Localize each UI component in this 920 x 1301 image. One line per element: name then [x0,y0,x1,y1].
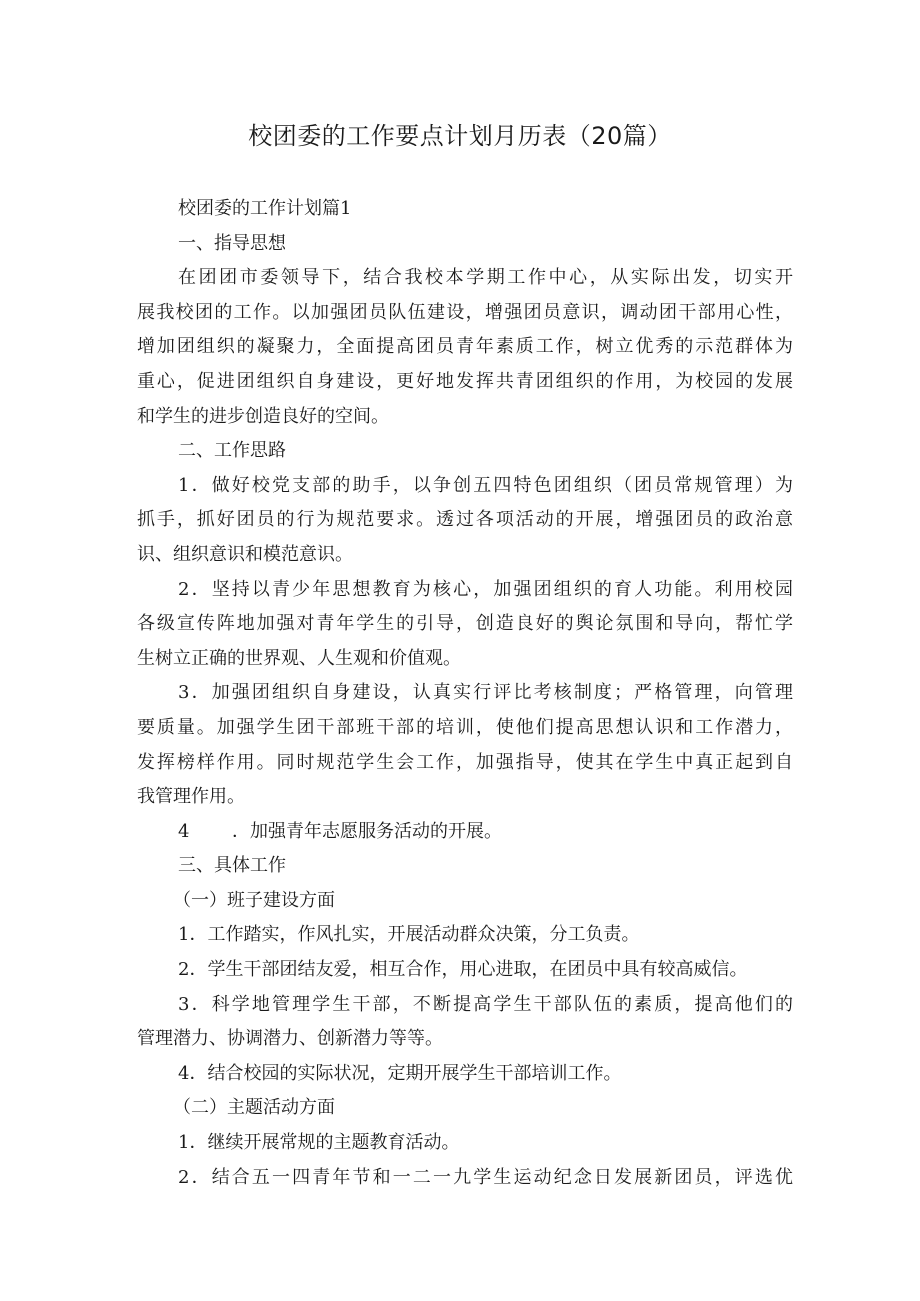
list-item: 2．学生干部团结友爱，相互合作，用心进取，在团员中具有较高威信。 [178,959,748,981]
document-body [137,192,793,1195]
list-item: 1．工作踏实，作风扎实，开展活动群众决策，分工负责。 [178,924,640,946]
subsection-heading: （一）班子建设方面 [173,889,335,911]
paragraph-line: 展我校团的工作。以加强团员队伍建设，增强团员意识，调动团干部用心性， [137,301,793,323]
paragraph-line: 3．科学地管理学生干部，不断提高学生干部队伍的素质，提高他们的 [178,993,793,1015]
paragraph-line: 在团团市委领导下，结合我校本学期工作中心，从实际出发，切实开 [178,267,793,289]
list-item: 4．结合校园的实际状况，定期开展学生干部培训工作。 [178,1062,622,1084]
list-item [137,815,793,850]
paragraph-line: 1．做好校党支部的助手，以争创五四特色团组织（团员常规管理）为 [178,474,793,496]
list-item: 1．继续开展常规的主题教育活动。 [178,1132,460,1154]
page-title: 校团委的工作要点计划月历表（20篇） [248,122,672,150]
paragraph-line: 重心，促进团组织自身建设，更好地发挥共青团组织的作用，为校园的发展 [137,370,793,392]
paragraph-line: 我管理作用。 [137,786,245,808]
paragraph-line: 和学生的进步创造良好的空间。 [137,405,389,427]
list-number: 4 [178,820,190,842]
paragraph-line: 增加团组织的凝聚力，全面提高团员青年素质工作，树立优秀的示范群体为 [137,336,793,358]
paragraph-line: 要质量。加强学生团干部班干部的培训，使他们提高思想认识和工作潜力， [137,716,793,738]
section-heading: 校团委的工作计划篇1 [178,198,352,219]
section-heading: 一、指导思想 [178,232,286,254]
subsection-heading: （二）主题活动方面 [173,1097,335,1119]
section-heading: 二、工作思路 [178,440,286,462]
paragraph-line: 2．结合五一四青年节和一二一九学生运动纪念日发展新团员，评选优 [178,1166,793,1188]
paragraph-line: 抓手，抓好团员的行为规范要求。透过各项活动的开展，增强团员的政治意 [137,509,793,531]
paragraph-line: 识、组织意识和模范意识。 [137,543,353,565]
paragraph-line: 生树立正确的世界观、人生观和价值观。 [137,647,461,669]
paragraph-line: 3．加强团组织自身建设，认真实行评比考核制度；严格管理，向管理 [178,682,793,704]
paragraph-line: 管理潜力、协调潜力、创新潜力等等。 [137,1028,443,1050]
paragraph-line: 各级宣传阵地加强对青年学生的引导，创造良好的舆论氛围和导向，帮忙学 [137,613,793,635]
section-heading: 三、具体工作 [178,855,286,877]
paragraph-line: 发挥榜样作用。同时规范学生会工作，加强指导，使其在学生中真正起到自 [137,751,793,773]
list-item-text: ．加强青年志愿服务活动的开展。 [232,820,502,842]
paragraph-line: 2．坚持以青少年思想教育为核心，加强团组织的育人功能。利用校园 [178,578,793,600]
